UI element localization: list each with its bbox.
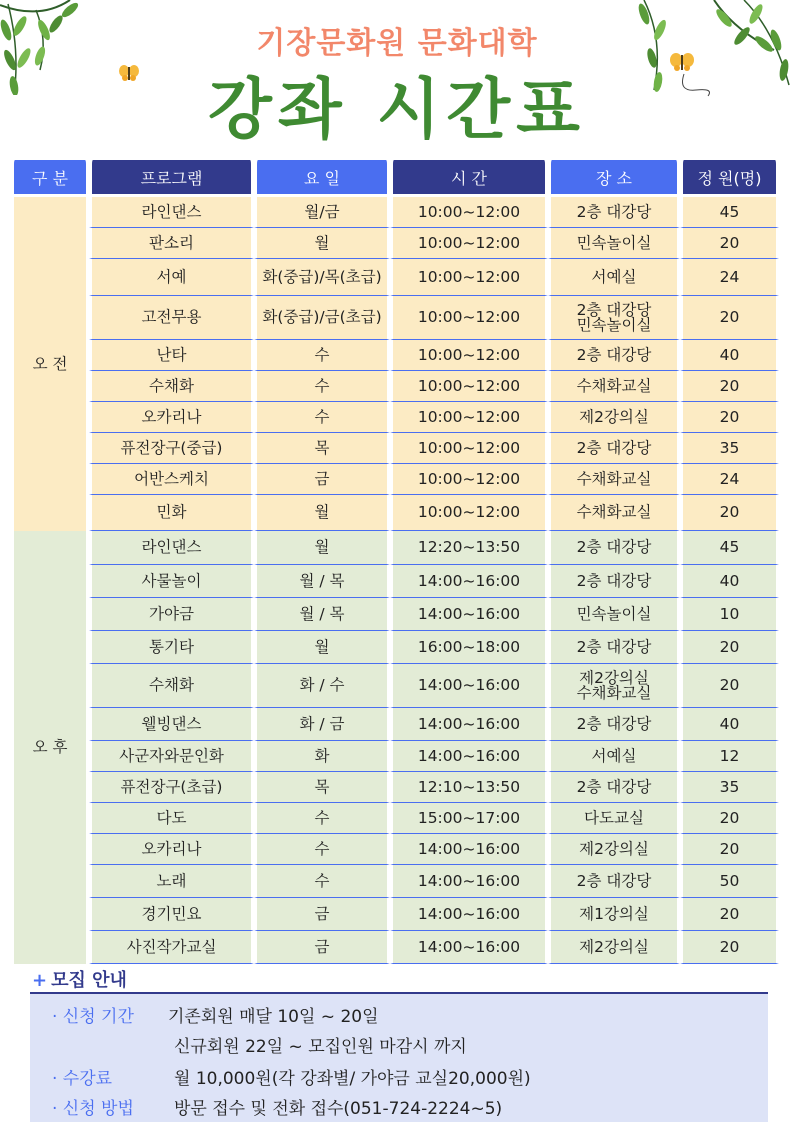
table-row bbox=[11, 708, 779, 741]
time-cell: 10:00~12:00 bbox=[390, 228, 548, 259]
day-cell: 수 bbox=[254, 834, 390, 865]
day-cell: 화(중급)/목(초급) bbox=[254, 259, 390, 296]
program-cell: 고전무용 bbox=[89, 296, 254, 340]
place-text: 2층 대강당 bbox=[576, 300, 652, 319]
place-cell bbox=[548, 340, 680, 371]
place-cell bbox=[548, 464, 680, 495]
capacity-cell: 40 bbox=[680, 340, 779, 371]
table-row bbox=[11, 531, 779, 565]
program-cell: 사물놀이 bbox=[89, 565, 254, 598]
time-cell: 10:00~12:00 bbox=[390, 402, 548, 433]
capacity-cell: 50 bbox=[680, 865, 779, 898]
time-cell: 14:00~16:00 bbox=[390, 598, 548, 631]
place-cell bbox=[548, 598, 680, 631]
place-text: 2층 대강당 bbox=[576, 345, 652, 364]
place-cell bbox=[548, 834, 680, 865]
apply-method-label: · 신청 방법 bbox=[52, 1099, 134, 1119]
time-cell: 10:00~12:00 bbox=[390, 464, 548, 495]
place-cell bbox=[548, 708, 680, 741]
place-text: 2층 대강당 bbox=[576, 202, 652, 221]
table-row bbox=[11, 402, 779, 433]
table-row bbox=[11, 495, 779, 531]
place-cell bbox=[548, 296, 680, 340]
time-cell: 14:00~16:00 bbox=[390, 708, 548, 741]
place-text: 제1강의실 bbox=[579, 904, 649, 923]
day-cell: 월 bbox=[254, 631, 390, 664]
time-cell: 10:00~12:00 bbox=[390, 433, 548, 464]
time-cell: 14:00~16:00 bbox=[390, 865, 548, 898]
table-row bbox=[11, 931, 779, 964]
place-text: 2층 대강당 bbox=[576, 538, 652, 556]
place-cell bbox=[548, 228, 680, 259]
place-cell bbox=[548, 631, 680, 664]
time-cell: 14:00~16:00 bbox=[390, 931, 548, 964]
table-row bbox=[11, 772, 779, 803]
capacity-cell: 20 bbox=[680, 664, 779, 708]
header-category: 구 분 bbox=[11, 160, 89, 197]
place-text: 2층 대강당 bbox=[576, 871, 652, 890]
day-cell: 월 / 목 bbox=[254, 565, 390, 598]
day-cell: 금 bbox=[254, 898, 390, 931]
table-row bbox=[11, 296, 779, 340]
place-text: 민속놀이실 bbox=[576, 604, 652, 623]
table-row bbox=[11, 865, 779, 898]
capacity-cell: 10 bbox=[680, 598, 779, 631]
place-cell bbox=[548, 741, 680, 772]
time-cell: 10:00~12:00 bbox=[390, 259, 548, 296]
program-cell: 웰빙댄스 bbox=[89, 708, 254, 741]
category-morning: 오 전 bbox=[11, 197, 89, 531]
program-cell: 판소리 bbox=[89, 228, 254, 259]
place-cell bbox=[548, 259, 680, 296]
day-cell: 화 / 금 bbox=[254, 708, 390, 741]
apply-period-line2: 신규회원 22일 ~ 모집인원 마감시 까지 bbox=[174, 1037, 467, 1057]
capacity-cell: 12 bbox=[680, 741, 779, 772]
table-row bbox=[11, 197, 779, 228]
header-place: 장 소 bbox=[548, 160, 680, 197]
place-text: 수채화교실 bbox=[576, 469, 652, 488]
day-cell: 목 bbox=[254, 772, 390, 803]
place-text: 제2강의실 bbox=[579, 937, 649, 956]
table-row bbox=[11, 433, 779, 464]
place-text: 제2강의실 bbox=[579, 839, 649, 858]
table-row bbox=[11, 834, 779, 865]
table-row bbox=[11, 803, 779, 834]
capacity-cell: 20 bbox=[680, 803, 779, 834]
capacity-cell: 20 bbox=[680, 228, 779, 259]
subtitle: 기장문화원 문화대학 bbox=[256, 26, 538, 61]
place-text: 서예실 bbox=[591, 746, 637, 765]
program-cell: 퓨전장구(초급) bbox=[89, 772, 254, 803]
place-cell bbox=[548, 197, 680, 228]
category-afternoon: 오 후 bbox=[11, 531, 89, 964]
time-cell: 10:00~12:00 bbox=[390, 340, 548, 371]
recruit-info-box bbox=[30, 994, 768, 1122]
place-text: 2층 대강당 bbox=[576, 637, 652, 656]
apply-method-text: 방문 접수 및 전화 접수(051-724-2224~5) bbox=[174, 1099, 503, 1119]
capacity-cell: 24 bbox=[680, 464, 779, 495]
table-row bbox=[11, 259, 779, 296]
table-row bbox=[11, 898, 779, 931]
place-text: 다도교실 bbox=[584, 808, 644, 827]
table-row bbox=[11, 598, 779, 631]
place-cell bbox=[548, 371, 680, 402]
capacity-cell: 20 bbox=[680, 402, 779, 433]
place-cell bbox=[548, 565, 680, 598]
time-cell: 10:00~12:00 bbox=[390, 197, 548, 228]
program-cell: 민화 bbox=[89, 495, 254, 531]
day-cell: 월 bbox=[254, 495, 390, 531]
place-text: 2층 대강당 bbox=[576, 714, 652, 733]
header-row bbox=[11, 160, 779, 197]
place-cell bbox=[548, 865, 680, 898]
place-text-2: 민속놀이실 bbox=[576, 315, 652, 334]
table-row bbox=[11, 464, 779, 495]
day-cell: 수 bbox=[254, 371, 390, 402]
place-cell bbox=[548, 898, 680, 931]
day-cell: 수 bbox=[254, 340, 390, 371]
apply-period-line1: 기존회원 매달 10일 ~ 20일 bbox=[168, 1007, 379, 1027]
program-cell: 퓨전장구(중급) bbox=[89, 433, 254, 464]
capacity-cell: 40 bbox=[680, 565, 779, 598]
time-cell: 10:00~12:00 bbox=[390, 495, 548, 531]
day-cell: 월/금 bbox=[254, 197, 390, 228]
program-cell: 노래 bbox=[89, 865, 254, 898]
recruit-heading bbox=[32, 966, 127, 992]
time-cell: 14:00~16:00 bbox=[390, 834, 548, 865]
day-cell: 금 bbox=[254, 464, 390, 495]
recruit-heading-text: 모집 안내 bbox=[51, 970, 127, 991]
day-cell: 월 / 목 bbox=[254, 598, 390, 631]
place-text: 수채화교실 bbox=[576, 376, 652, 395]
capacity-cell: 35 bbox=[680, 433, 779, 464]
fee-text: 월 10,000원(각 강좌별/ 가야금 교실20,000원) bbox=[174, 1069, 531, 1089]
capacity-cell: 20 bbox=[680, 834, 779, 865]
place-text: 2층 대강당 bbox=[576, 571, 652, 590]
capacity-cell: 20 bbox=[680, 898, 779, 931]
capacity-cell: 45 bbox=[680, 531, 779, 565]
place-cell bbox=[548, 803, 680, 834]
table-row bbox=[11, 741, 779, 772]
capacity-cell: 45 bbox=[680, 197, 779, 228]
place-text: 2층 대강당 bbox=[576, 438, 652, 457]
place-text: 2층 대강당 bbox=[576, 777, 652, 796]
table-row bbox=[11, 340, 779, 371]
place-text: 수채화교실 bbox=[576, 503, 652, 521]
place-cell bbox=[548, 931, 680, 964]
day-cell: 화(중급)/금(초급) bbox=[254, 296, 390, 340]
capacity-cell: 20 bbox=[680, 931, 779, 964]
header-program: 프로그램 bbox=[89, 160, 254, 197]
program-cell: 사군자와문인화 bbox=[89, 741, 254, 772]
page-title: 강좌 시간표 bbox=[208, 71, 586, 148]
day-cell: 화 bbox=[254, 741, 390, 772]
program-cell: 오카리나 bbox=[89, 402, 254, 433]
plus-icon: + bbox=[32, 970, 48, 991]
time-cell: 10:00~12:00 bbox=[390, 296, 548, 340]
table-row bbox=[11, 565, 779, 598]
time-cell: 14:00~16:00 bbox=[390, 741, 548, 772]
time-cell: 16:00~18:00 bbox=[390, 631, 548, 664]
day-cell: 금 bbox=[254, 931, 390, 964]
table-row bbox=[11, 371, 779, 402]
apply-period-label: · 신청 기간 bbox=[52, 1007, 134, 1027]
capacity-cell: 20 bbox=[680, 495, 779, 531]
place-cell bbox=[548, 402, 680, 433]
capacity-cell: 20 bbox=[680, 296, 779, 340]
place-cell bbox=[548, 433, 680, 464]
time-cell: 10:00~12:00 bbox=[390, 371, 548, 402]
day-cell: 수 bbox=[254, 865, 390, 898]
place-text: 제2강의실 bbox=[579, 668, 649, 687]
time-cell: 14:00~16:00 bbox=[390, 565, 548, 598]
program-cell: 통기타 bbox=[89, 631, 254, 664]
day-cell: 월 bbox=[254, 531, 390, 565]
table-row bbox=[11, 664, 779, 708]
time-cell: 14:00~16:00 bbox=[390, 898, 548, 931]
day-cell: 수 bbox=[254, 402, 390, 433]
time-cell: 15:00~17:00 bbox=[390, 803, 548, 834]
header-capacity: 정 원(명) bbox=[680, 160, 779, 197]
program-cell: 수채화 bbox=[89, 664, 254, 708]
program-cell: 서예 bbox=[89, 259, 254, 296]
place-cell bbox=[548, 772, 680, 803]
program-cell: 다도 bbox=[89, 803, 254, 834]
capacity-cell: 35 bbox=[680, 772, 779, 803]
capacity-cell: 40 bbox=[680, 708, 779, 741]
header-time: 시 간 bbox=[390, 160, 548, 197]
place-cell bbox=[548, 531, 680, 565]
place-cell bbox=[548, 495, 680, 531]
program-cell: 가야금 bbox=[89, 598, 254, 631]
header-day: 요 일 bbox=[254, 160, 390, 197]
day-cell: 수 bbox=[254, 803, 390, 834]
time-cell: 14:00~16:00 bbox=[390, 664, 548, 708]
time-cell: 12:20~13:50 bbox=[390, 531, 548, 565]
program-cell: 오카리나 bbox=[89, 834, 254, 865]
place-cell bbox=[548, 664, 680, 708]
day-cell: 월 bbox=[254, 228, 390, 259]
capacity-cell: 20 bbox=[680, 371, 779, 402]
program-cell: 라인댄스 bbox=[89, 197, 254, 228]
table-row bbox=[11, 631, 779, 664]
program-cell: 어반스케치 bbox=[89, 464, 254, 495]
program-cell: 사진작가교실 bbox=[89, 931, 254, 964]
day-cell: 화 / 수 bbox=[254, 664, 390, 708]
program-cell: 경기민요 bbox=[89, 898, 254, 931]
place-text: 민속놀이실 bbox=[576, 233, 652, 252]
table-row bbox=[11, 228, 779, 259]
place-text-2: 수채화교실 bbox=[576, 683, 652, 702]
capacity-cell: 20 bbox=[680, 631, 779, 664]
program-cell: 난타 bbox=[89, 340, 254, 371]
capacity-cell: 24 bbox=[680, 259, 779, 296]
fee-label: · 수강료 bbox=[52, 1069, 113, 1089]
place-text: 서예실 bbox=[591, 267, 637, 286]
place-text: 제2강의실 bbox=[579, 407, 649, 426]
schedule-table bbox=[11, 160, 779, 964]
program-cell: 수채화 bbox=[89, 371, 254, 402]
day-cell: 목 bbox=[254, 433, 390, 464]
program-cell: 라인댄스 bbox=[89, 531, 254, 565]
time-cell: 12:10~13:50 bbox=[390, 772, 548, 803]
